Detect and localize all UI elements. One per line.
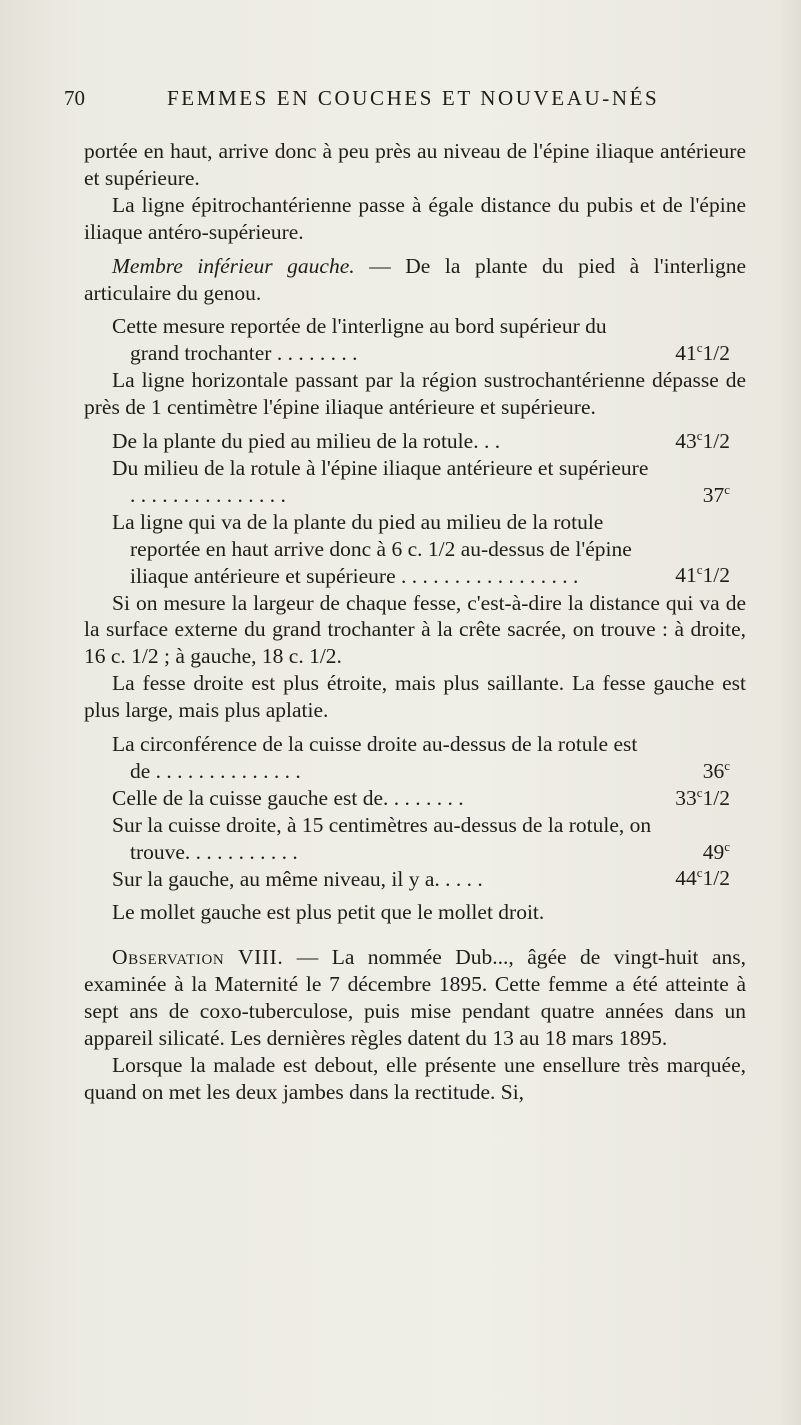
paragraph: Lorsque la malade est debout, elle présente une ensellure très marquée, quand on met les deux jambes dans la rectitude. Si, [84, 1053, 746, 1104]
measurement-value: 36$^c$ [702, 758, 730, 783]
measurement-label: Du milieu de la rotule à l'épine iliaque antérieure et supérieure . . . . . . . . . . . . . . . [112, 455, 649, 507]
measurement-label: La circonférence de la cuisse droite au-dessus de la rotule est de . . . . . . . . . . . . . . [112, 732, 638, 783]
paragraph: La ligne horizontale passant par la région sustrochantérienne dépasse de près de 1 centimètre l'épine iliaque antérieure et supérieure. [84, 368, 746, 420]
measurement-row [84, 785, 746, 812]
page-edge-shadow [779, 0, 801, 1425]
measurement-row [84, 866, 746, 893]
observation-heading: Observation VIII. [112, 945, 284, 970]
measurement-label: Sur la gauche, au même niveau, il y a. . . . . [112, 866, 483, 891]
page-number: 70 [64, 86, 85, 110]
paragraph: Si on mesure la largeur de chaque fesse, c'est-à-dire la distance qui va de la surface externe du grand trochanter à la crête sacrée, on trouve : à droite, 16 c. 1/2 ; à gauche, 18 c. 1/2. [84, 590, 746, 669]
paragraph: Le mollet gauche est plus petit que le mollet droit. [112, 900, 545, 925]
measurement-label: De la plante du pied au milieu de la rotule. . . [112, 429, 501, 454]
paragraph: La ligne épitrochantérienne passe à égale distance du pubis et de l'épine iliaque antéro-supérieure. [84, 192, 746, 244]
measurement-value: 49$^c$ [702, 839, 730, 864]
observation-text: — La nommée Dub..., âgée de vingt-huit ans, examinée à la Maternité le 7 décembre 1895. Cette femme a été atteinte à sept ans de coxo-tuberculose, puis mise pendant quatre années dans un appareil silicaté. Les dernières règles datent du 13 au 18 mars 1895. [84, 945, 746, 1051]
measurement-value: 37$^c$ [702, 482, 730, 507]
measurement-value: 33$^c$1/2 [675, 785, 730, 810]
measurement-value: 44$^c$1/2 [675, 866, 730, 891]
measurement-value: 41$^c$1/2 [675, 341, 730, 366]
measurement-row [84, 509, 746, 590]
measurement-row [84, 731, 746, 785]
paragraph: portée en haut, arrive donc à peu près au niveau de l'épine iliaque antérieure et supérieure. [84, 139, 746, 190]
measurement-label: Cette mesure reportée de l'interligne au bord supérieur du grand trochanter . . . . . . . . [112, 314, 607, 366]
measurement-label: Celle de la cuisse gauche est de. . . . . . . . [112, 785, 464, 810]
measurement-label: Sur la cuisse droite, à 15 centimètres au-dessus de la rotule, on trouve. . . . . . . . . . . [112, 812, 652, 864]
measurement-row [84, 455, 746, 509]
paragraph: La fesse droite est plus étroite, mais plus saillante. La fesse gauche est plus large, mais plus aplatie. [84, 671, 746, 723]
section-heading: Membre inférieur gauche. [112, 253, 355, 278]
measurement-row [84, 428, 746, 455]
measurement-row [84, 313, 746, 367]
observation-paragraph [84, 944, 746, 1052]
measurement-row [84, 812, 746, 866]
paragraph-text: — De la plante du pied à l'interligne articulaire du genou. [84, 253, 746, 305]
section-heading-paragraph [84, 253, 746, 307]
measurement-label: La ligne qui va de la plante du pied au milieu de la rotule reportée en haut arrive donc à 6 c. 1/2 au-dessus de l'épine iliaque antérieure et supérieure . . . . . . . . . . . . . . . . . [112, 509, 632, 588]
running-header [64, 86, 701, 114]
running-title: FEMMES EN COUCHES ET NOUVEAU-NÉS [167, 86, 660, 110]
measurement-value: 41$^c$1/2 [675, 563, 730, 588]
page-body [84, 138, 746, 1106]
measurement-value: 43$^c$1/2 [675, 428, 730, 454]
